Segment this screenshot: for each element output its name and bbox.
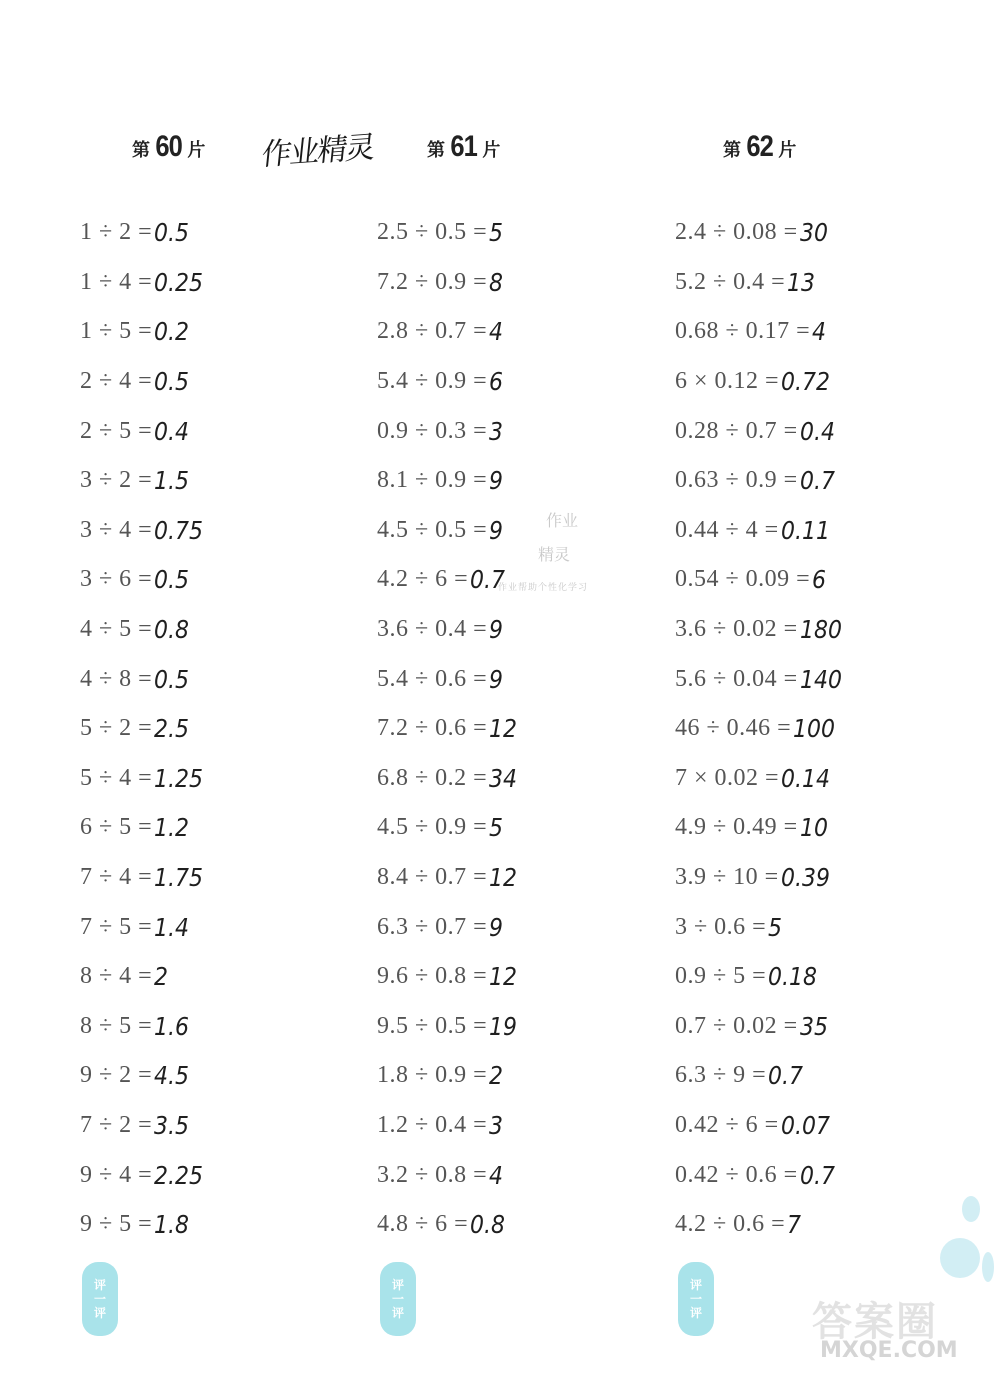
problem-row — [675, 1002, 847, 1052]
problem-row — [80, 506, 210, 556]
handwritten-answer: 140 — [799, 664, 842, 694]
problem-text: 6 ÷ 5 = — [80, 814, 153, 841]
handwritten-answer: 0.11 — [780, 515, 830, 545]
handwritten-answer: 3 — [489, 416, 504, 446]
problem-text: 5 ÷ 2 = — [80, 715, 153, 742]
problem-text: 7 × 0.02 = — [675, 764, 780, 791]
handwritten-answer: 12 — [489, 863, 518, 893]
problem-row — [377, 1051, 521, 1101]
problem-row — [377, 1101, 521, 1151]
problem-row — [80, 456, 210, 506]
problem-text: 9 ÷ 5 = — [80, 1211, 153, 1238]
problem-row — [80, 307, 210, 357]
handwritten-answer: 6 — [812, 565, 827, 595]
problem-text: 0.68 ÷ 0.17 = — [675, 318, 811, 345]
handwritten-answer: 0.14 — [781, 763, 831, 793]
problem-row — [675, 1150, 847, 1200]
handwritten-answer: 0.5 — [154, 367, 190, 397]
column-card-60 — [80, 130, 380, 1240]
problem-row — [377, 357, 521, 407]
handwritten-answer: 10 — [799, 813, 828, 843]
problem-row — [80, 258, 210, 308]
problem-row — [675, 208, 847, 258]
problem-text: 3.9 ÷ 10 = — [675, 864, 779, 891]
problem-row — [377, 853, 521, 903]
problem-row — [377, 605, 521, 655]
handwritten-answer: 5 — [489, 813, 504, 843]
problem-text: 3.6 ÷ 0.4 = — [377, 616, 488, 643]
problem-row — [675, 307, 847, 357]
problem-text: 7.2 ÷ 0.6 = — [377, 715, 488, 742]
handwritten-answer: 2 — [154, 962, 169, 992]
problem-row — [675, 902, 847, 952]
column-title — [80, 130, 380, 180]
problem-row — [377, 902, 521, 952]
problem-text: 0.28 ÷ 0.7 = — [675, 417, 798, 444]
handwritten-answer: 30 — [799, 218, 828, 248]
problem-row — [675, 952, 847, 1002]
faded-stamp — [488, 492, 636, 602]
problem-text: 3 ÷ 0.6 = — [675, 913, 767, 940]
stamp-line: 作业 — [546, 511, 579, 530]
decorative-splash — [940, 1238, 980, 1278]
problem-row — [80, 1002, 210, 1052]
problem-row — [377, 1150, 521, 1200]
title-suffix: 片 — [187, 140, 206, 160]
problem-text: 3.2 ÷ 0.8 = — [377, 1161, 488, 1188]
problem-text: 8.1 ÷ 0.9 = — [377, 467, 488, 494]
badge-char: 评 — [93, 1306, 106, 1320]
problem-text: 4 ÷ 8 = — [80, 665, 153, 692]
handwritten-answer: 4 — [489, 1160, 504, 1190]
title-number: 60 — [155, 130, 183, 163]
handwritten-answer: 0.72 — [781, 367, 831, 397]
handwritten-logo: 作业精灵 — [259, 129, 376, 174]
handwritten-answer: 34 — [489, 763, 518, 793]
problem-text: 6.3 ÷ 9 = — [675, 1062, 767, 1089]
problem-row — [675, 555, 847, 605]
problem-text: 3 ÷ 6 = — [80, 566, 153, 593]
problem-text: 5.2 ÷ 0.4 = — [675, 268, 786, 295]
problem-text: 6 × 0.12 = — [675, 368, 780, 395]
watermark-url: MXQE.COM — [820, 1338, 958, 1363]
problem-row — [675, 456, 847, 506]
handwritten-answer: 0.2 — [154, 317, 190, 347]
decorative-splash — [982, 1252, 994, 1282]
handwritten-answer: 1.5 — [154, 466, 190, 496]
problem-row — [80, 555, 210, 605]
handwritten-answer: 1.8 — [154, 1210, 190, 1240]
problem-text: 2.5 ÷ 0.5 = — [377, 219, 488, 246]
problem-row — [80, 754, 210, 804]
handwritten-answer: 1.25 — [154, 763, 204, 793]
problem-row — [80, 902, 210, 952]
problem-text: 3 ÷ 2 = — [80, 467, 153, 494]
problem-row — [80, 1200, 210, 1250]
problem-text: 0.44 ÷ 4 = — [675, 516, 779, 543]
problem-text: 0.63 ÷ 0.9 = — [675, 467, 798, 494]
problem-text: 7 ÷ 5 = — [80, 913, 153, 940]
handwritten-answer: 1.75 — [154, 863, 204, 893]
problem-text: 4.9 ÷ 0.49 = — [675, 814, 798, 841]
problem-text: 46 ÷ 0.46 = — [675, 715, 792, 742]
problem-row — [80, 605, 210, 655]
handwritten-answer: 9 — [489, 912, 504, 942]
problem-row — [80, 704, 210, 754]
handwritten-answer: 13 — [787, 267, 816, 297]
problem-row — [675, 1101, 847, 1151]
handwritten-answer: 0.8 — [154, 615, 190, 645]
problem-text: 7 ÷ 2 = — [80, 1111, 153, 1138]
problem-text: 9.6 ÷ 0.8 = — [377, 963, 488, 990]
handwritten-answer: 19 — [489, 1011, 518, 1041]
handwritten-answer: 0.7 — [799, 1160, 835, 1190]
problem-text: 4 ÷ 5 = — [80, 616, 153, 643]
problem-text: 4.2 ÷ 6 = — [377, 566, 469, 593]
watermark-title: 答案圈 — [812, 1299, 938, 1345]
problem-text: 2.8 ÷ 0.7 = — [377, 318, 488, 345]
handwritten-answer: 6 — [489, 367, 504, 397]
handwritten-answer: 5 — [489, 218, 504, 248]
handwritten-answer: 0.5 — [154, 664, 190, 694]
badge-char: 一 — [689, 1292, 702, 1306]
review-badge — [380, 1262, 416, 1336]
handwritten-answer: 8 — [489, 267, 504, 297]
handwritten-answer: 0.5 — [154, 218, 190, 248]
handwritten-answer: 0.7 — [470, 565, 506, 595]
handwritten-answer: 3.5 — [154, 1110, 190, 1140]
problem-row — [377, 1200, 521, 1250]
title-prefix: 第 — [427, 140, 445, 160]
problem-list — [675, 208, 847, 1249]
problem-text: 1.8 ÷ 0.9 = — [377, 1062, 488, 1089]
column-card-62 — [675, 130, 975, 1240]
handwritten-answer: 0.39 — [780, 863, 830, 893]
handwritten-answer: 0.8 — [470, 1210, 506, 1240]
title-suffix: 片 — [778, 140, 797, 160]
problem-row — [675, 1051, 847, 1101]
review-badge — [678, 1262, 714, 1336]
problem-text: 0.42 ÷ 0.6 = — [675, 1161, 798, 1188]
problem-row — [675, 803, 847, 853]
title-number: 61 — [450, 130, 478, 163]
problem-text: 3 ÷ 4 = — [80, 516, 153, 543]
title-suffix: 片 — [482, 140, 501, 160]
handwritten-answer: 9 — [489, 664, 504, 694]
problem-text: 4.5 ÷ 0.5 = — [377, 516, 488, 543]
problem-row — [675, 1200, 847, 1250]
column-title — [675, 130, 975, 180]
handwritten-answer: 1.2 — [154, 813, 190, 843]
problem-text: 5.6 ÷ 0.04 = — [675, 665, 798, 692]
badge-char: 评 — [391, 1278, 404, 1292]
problem-row — [80, 406, 210, 456]
problem-text: 9.5 ÷ 0.5 = — [377, 1012, 488, 1039]
site-watermark — [792, 1290, 992, 1370]
problem-list — [80, 208, 210, 1249]
badge-char: 一 — [93, 1292, 106, 1306]
problem-row — [377, 803, 521, 853]
problem-row — [80, 1101, 210, 1151]
title-prefix: 第 — [132, 140, 150, 160]
problem-row — [675, 754, 847, 804]
problem-text: 8.4 ÷ 0.7 = — [377, 864, 488, 891]
problem-row — [377, 654, 521, 704]
problem-row — [80, 1051, 210, 1101]
problem-text: 7 ÷ 4 = — [80, 864, 153, 891]
problem-text: 9 ÷ 2 = — [80, 1062, 153, 1089]
handwritten-answer: 12 — [489, 962, 518, 992]
problem-text: 0.54 ÷ 0.09 = — [675, 566, 811, 593]
handwritten-answer: 0.4 — [799, 416, 835, 446]
problem-text: 1 ÷ 4 = — [80, 268, 153, 295]
handwritten-answer: 0.7 — [799, 466, 835, 496]
problem-text: 0.9 ÷ 0.3 = — [377, 417, 488, 444]
problem-row — [80, 208, 210, 258]
problem-text: 0.7 ÷ 0.02 = — [675, 1012, 798, 1039]
stamp-line: 精灵 — [538, 545, 571, 564]
title-prefix: 第 — [723, 140, 741, 160]
problem-row — [80, 357, 210, 407]
problem-text: 4.2 ÷ 0.6 = — [675, 1211, 786, 1238]
badge-char: 评 — [391, 1306, 404, 1320]
problem-row — [675, 654, 847, 704]
problem-text: 1.2 ÷ 0.4 = — [377, 1111, 488, 1138]
problem-text: 5.4 ÷ 0.6 = — [377, 665, 488, 692]
problem-row — [377, 754, 521, 804]
handwritten-answer: 12 — [489, 714, 518, 744]
handwritten-answer: 180 — [799, 615, 842, 645]
handwritten-answer: 0.25 — [154, 267, 204, 297]
problem-row — [377, 952, 521, 1002]
problem-row — [675, 853, 847, 903]
problem-row — [80, 952, 210, 1002]
handwritten-answer: 0.07 — [780, 1110, 830, 1140]
problem-text: 5 ÷ 4 = — [80, 764, 153, 791]
problem-text: 0.9 ÷ 5 = — [675, 963, 767, 990]
handwritten-answer: 7 — [787, 1210, 802, 1240]
handwritten-answer: 100 — [793, 714, 836, 744]
problem-text: 8 ÷ 5 = — [80, 1012, 153, 1039]
handwritten-answer: 1.4 — [154, 912, 190, 942]
problem-row — [675, 357, 847, 407]
stamp-line: 作业帮助个性化学习 — [498, 583, 589, 593]
problem-row — [377, 1002, 521, 1052]
handwritten-answer: 35 — [799, 1011, 828, 1041]
problem-row — [80, 654, 210, 704]
problem-text: 5.4 ÷ 0.9 = — [377, 368, 488, 395]
handwritten-answer: 0.7 — [768, 1061, 804, 1091]
problem-text: 4.5 ÷ 0.9 = — [377, 814, 488, 841]
problem-row — [80, 853, 210, 903]
handwritten-answer: 5 — [768, 912, 783, 942]
problem-text: 6.3 ÷ 0.7 = — [377, 913, 488, 940]
problem-row — [377, 307, 521, 357]
badge-char: 一 — [391, 1292, 404, 1306]
problem-list — [377, 208, 521, 1249]
handwritten-answer: 0.4 — [154, 416, 190, 446]
problem-row — [80, 803, 210, 853]
problem-text: 7.2 ÷ 0.9 = — [377, 268, 488, 295]
handwritten-answer: 2.5 — [154, 714, 190, 744]
handwritten-answer: 2 — [489, 1061, 504, 1091]
problem-text: 4.8 ÷ 6 = — [377, 1211, 469, 1238]
problem-text: 1 ÷ 5 = — [80, 318, 153, 345]
problem-text: 2 ÷ 5 = — [80, 417, 153, 444]
problem-text: 1 ÷ 2 = — [80, 219, 153, 246]
problem-row — [675, 258, 847, 308]
handwritten-answer: 4 — [812, 317, 827, 347]
problem-text: 2 ÷ 4 = — [80, 368, 153, 395]
handwritten-answer: 9 — [489, 515, 504, 545]
handwritten-answer: 9 — [489, 466, 504, 496]
badge-char: 评 — [93, 1278, 106, 1292]
problem-text: 6.8 ÷ 0.2 = — [377, 764, 488, 791]
problem-row — [80, 1150, 210, 1200]
review-badge — [82, 1262, 118, 1336]
handwritten-answer: 0.18 — [768, 962, 818, 992]
problem-row — [377, 258, 521, 308]
handwritten-answer: 4.5 — [154, 1061, 190, 1091]
handwritten-answer: 9 — [489, 615, 504, 645]
badge-char: 评 — [689, 1306, 702, 1320]
handwritten-answer: 1.6 — [154, 1011, 190, 1041]
problem-text: 9 ÷ 4 = — [80, 1161, 153, 1188]
problem-row — [377, 704, 521, 754]
problem-row — [675, 704, 847, 754]
handwritten-answer: 2.25 — [154, 1160, 204, 1190]
badge-char: 评 — [689, 1278, 702, 1292]
problem-row — [675, 506, 847, 556]
problem-text: 3.6 ÷ 0.02 = — [675, 616, 798, 643]
handwritten-answer: 0.5 — [154, 565, 190, 595]
problem-text: 2.4 ÷ 0.08 = — [675, 219, 798, 246]
handwritten-answer: 0.75 — [154, 515, 204, 545]
decorative-splash — [962, 1196, 980, 1222]
problem-row — [377, 208, 521, 258]
handwritten-answer: 4 — [489, 317, 504, 347]
problem-text: 0.42 ÷ 6 = — [675, 1111, 779, 1138]
problem-text: 8 ÷ 4 = — [80, 963, 153, 990]
column-title — [377, 130, 677, 180]
problem-row — [377, 406, 521, 456]
problem-row — [675, 406, 847, 456]
handwritten-answer: 3 — [489, 1110, 504, 1140]
title-number: 62 — [746, 130, 774, 163]
problem-row — [675, 605, 847, 655]
